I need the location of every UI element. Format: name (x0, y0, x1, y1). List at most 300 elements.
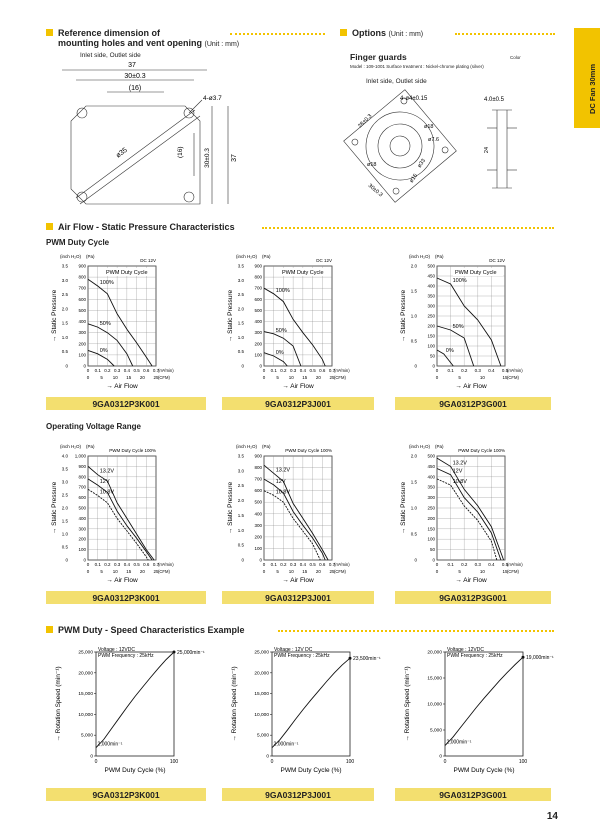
y-inch-tick-label: 1.0 (237, 527, 244, 533)
y-tick-label: 200 (427, 515, 435, 521)
mounting-unit: (Unit : mm) (204, 41, 240, 48)
y-tick-label: 300 (78, 526, 86, 532)
y-tick-label: 300 (254, 522, 262, 528)
page-number: 14 (546, 811, 558, 822)
dim-guard-holes: 4-ø4±0.15 (400, 96, 428, 102)
model-label-k: 9GA0312P3K001 (46, 788, 206, 801)
plot-frame (272, 652, 350, 756)
x-tick-label: 0.2 (280, 368, 287, 373)
y-tick-label: 400 (254, 319, 262, 325)
x-tick-label: 0 (262, 368, 266, 373)
x-tick-label: 0.4 (488, 562, 495, 567)
x-cfm-tick-label: 20 (139, 569, 145, 574)
y-tick-label: 500 (254, 499, 262, 505)
plot-frame (96, 652, 174, 756)
x-cfm-tick-label: 0 (435, 569, 439, 574)
finger-guard-drawing (342, 88, 542, 203)
y-inch-tick-label: 2.5 (61, 492, 68, 498)
plot-frame (264, 266, 332, 366)
y-tick-label: 0 (432, 363, 435, 369)
y-inch-tick-label: 2.5 (61, 292, 68, 298)
x-tick-label: 0 (443, 759, 447, 765)
series-label: 100% (99, 280, 114, 286)
x-tick-label: 0.3 (290, 562, 297, 567)
x-cfm-tick-label: 25 (329, 375, 335, 380)
dim-guard-d: ø18 (367, 162, 377, 168)
x-cfm-tick-label: 0 (86, 569, 90, 574)
y-inch-tick-label: 1.5 (410, 479, 417, 485)
x-cfm-tick-label: 15 (302, 375, 308, 380)
y-axis-label: → Static Pressure (227, 481, 234, 535)
y-inch-tick-label: 3.5 (61, 263, 68, 269)
y-tick-label: 150 (427, 526, 435, 532)
frequency-label: PWM Frequency : 25kHz (98, 653, 154, 659)
y-tick-label: 15,000 (254, 692, 269, 698)
y-tick-label: 500 (78, 505, 86, 511)
unit-m3-label: (m³/min) (158, 368, 174, 373)
y-axis-label: → Rotation Speed (min⁻¹) (231, 666, 238, 742)
y-tick-label: 100 (78, 547, 86, 553)
unit-pa-label: (Pa) (86, 444, 95, 449)
series-line-50 (88, 324, 133, 366)
speed-line (96, 652, 174, 748)
x-tick-label: 0.1 (447, 368, 454, 373)
series-label: 12V (275, 478, 286, 485)
x-tick-label: 0.5 (501, 368, 509, 373)
side-tab-label: DC Fan 30mm (588, 64, 597, 115)
max-point-marker (173, 651, 176, 654)
x-tick-label: 0.1 (447, 562, 454, 567)
unit-pa-label: (Pa) (86, 254, 95, 259)
y-tick-label: 900 (254, 263, 262, 269)
x-cfm-tick-label: 5 (100, 375, 103, 380)
y-tick-label: 600 (254, 488, 262, 494)
dim-guard-a: 28±0.3 (357, 113, 374, 130)
series-label: 13.2V (99, 468, 115, 475)
y-inch-tick-label: 2.0 (410, 263, 417, 269)
section-airflow-header (46, 222, 235, 232)
y-tick-label: 1,000 (74, 453, 86, 459)
series-label: 0% (99, 347, 108, 354)
unit-inch-label: (inch H₂O) (409, 444, 430, 449)
y-tick-label: 900 (78, 263, 86, 269)
x-tick-label: 0.5 (133, 368, 140, 373)
y-inch-tick-label: 1.5 (410, 288, 417, 294)
y-tick-label: 0 (259, 363, 262, 369)
x-tick-label: 0 (270, 759, 274, 765)
unit-m3-label: (m³/min) (334, 562, 350, 567)
unit-cfm-label: (CFM) (334, 375, 346, 380)
speed-title: PWM Duty - Speed Characteristics Example (58, 625, 245, 635)
unit-pa-label: (Pa) (262, 444, 271, 449)
section-marker-icon (46, 223, 53, 230)
y-inch-tick-label: 0.5 (237, 542, 244, 548)
y-tick-label: 50 (429, 547, 435, 553)
y-tick-label: 15,000 (427, 676, 442, 682)
duty-legend-label: PWM Duty Cycle (455, 270, 497, 276)
voltage-label: PWM Duty Cycle 100% (109, 448, 156, 453)
series-label: 10.8V (452, 479, 467, 486)
model-label-j: 9GA0312P3J001 (222, 788, 374, 801)
y-tick-label: 600 (78, 495, 86, 501)
x-cfm-tick-label: 10 (479, 569, 485, 574)
y-inch-tick-label: 2.0 (237, 498, 244, 504)
series-label: 13.2V (452, 460, 467, 467)
dim-hole: 4-ø3.7 (203, 95, 222, 102)
x-cfm-tick-label: 5 (276, 569, 279, 574)
y-tick-label: 400 (78, 515, 86, 521)
y-tick-label: 200 (427, 323, 435, 329)
x-cfm-tick-label: 0 (435, 375, 439, 380)
y-inch-tick-label: 0 (241, 557, 244, 563)
speed-line (445, 657, 523, 745)
x-tick-label: 0.4 (299, 368, 306, 373)
y-tick-label: 0 (259, 557, 262, 563)
y-tick-label: 20,000 (78, 671, 93, 677)
series-label: 50% (275, 327, 287, 334)
y-inch-tick-label: 2.0 (237, 306, 244, 312)
max-speed-label: 23,500min⁻¹ (353, 656, 381, 663)
x-cfm-tick-label: 25 (329, 569, 335, 574)
frequency-label: PWM Frequency : 25kHz (274, 653, 330, 659)
y-tick-label: 100 (427, 343, 435, 349)
y-tick-label: 800 (254, 465, 262, 471)
options-color: Color (510, 55, 521, 60)
y-tick-label: 700 (254, 476, 262, 482)
x-tick-label: 0.1 (270, 368, 277, 373)
x-tick-label: 0.4 (299, 562, 306, 567)
series-label: 50% (99, 321, 111, 328)
x-tick-label: 100 (518, 759, 528, 765)
voltage-airflow-charts (46, 440, 556, 588)
y-axis-label: → Static Pressure (400, 481, 407, 535)
plot-frame (88, 266, 156, 366)
series-label: 50% (452, 324, 464, 330)
y-tick-label: 0 (266, 754, 269, 760)
x-cfm-tick-label: 5 (276, 375, 279, 380)
y-inch-tick-label: 1.0 (410, 313, 417, 319)
dim-guard-c: ø7.6 (428, 137, 440, 143)
y-inch-tick-label: 1.5 (237, 320, 244, 326)
model-label-g: 9GA0312P3G001 (395, 397, 551, 410)
y-inch-tick-label: 0 (414, 363, 417, 369)
y-tick-label: 800 (78, 474, 86, 480)
y-tick-label: 25,000 (254, 650, 269, 656)
series-label: 13.2V (275, 467, 291, 474)
duty-legend-label: PWM Duty Cycle (282, 270, 324, 276)
x-axis-label: → Air Flow (282, 577, 314, 584)
min-speed-label: 2,000min⁻¹ (446, 739, 472, 746)
y-tick-label: 100 (254, 352, 262, 358)
series-label: 0% (275, 350, 284, 356)
model-label-j: 9GA0312P3J001 (222, 397, 374, 410)
unit-m3-label: (m³/min) (158, 562, 174, 567)
x-tick-label: 0.2 (461, 368, 468, 373)
y-tick-label: 0 (83, 557, 86, 563)
voltage-label: PWM Duty Cycle 100% (285, 448, 332, 453)
y-inch-tick-label: 4.0 (61, 453, 68, 459)
x-tick-label: 0.2 (104, 562, 111, 567)
y-inch-tick-label: 3.5 (237, 263, 244, 269)
y-inch-tick-label: 3.5 (237, 453, 244, 459)
y-axis-label: → Static Pressure (51, 289, 58, 343)
y-tick-label: 200 (254, 534, 262, 540)
y-tick-label: 10,000 (427, 702, 442, 708)
x-axis-label: → Air Flow (455, 577, 487, 584)
x-tick-label: 100 (345, 759, 355, 765)
x-cfm-tick-label: 5 (100, 569, 103, 574)
x-cfm-tick-label: 10 (112, 375, 118, 380)
y-tick-label: 5,000 (429, 728, 442, 734)
dim-diag: ø35 (114, 146, 129, 160)
dim-16: (16) (128, 85, 142, 92)
y-tick-label: 300 (254, 330, 262, 336)
y-tick-label: 100 (254, 545, 262, 551)
dim-guard-b: ø18 (424, 124, 434, 130)
x-cfm-tick-label: 10 (288, 375, 294, 380)
dim-v37: 37 (231, 154, 238, 162)
dim-guard-t: 4.0±0.5 (484, 97, 504, 103)
x-cfm-tick-label: 15 (302, 569, 308, 574)
unit-inch-label: (inch H₂O) (236, 444, 257, 449)
y-tick-label: 500 (254, 307, 262, 313)
y-inch-tick-label: 0 (414, 557, 417, 563)
y-inch-tick-label: 3.5 (61, 466, 68, 472)
operating-voltage-subtitle: Operating Voltage Range (46, 422, 141, 431)
options-item: Finger guards (350, 52, 407, 62)
section-marker-icon (46, 626, 53, 633)
series-label: 10.8V (99, 489, 115, 496)
x-axis-label: → Air Flow (106, 383, 138, 390)
y-inch-tick-label: 0.5 (237, 349, 244, 355)
series-label: 10.8V (275, 489, 291, 496)
series-line-100 (264, 288, 325, 366)
x-tick-label: 100 (169, 759, 179, 765)
x-tick-label: 0.7 (152, 368, 160, 373)
voltage-label: Voltage : 12V DC (274, 647, 313, 653)
x-tick-label: 0.6 (143, 368, 150, 373)
model-label-k: 9GA0312P3K001 (46, 591, 206, 604)
dim-30: 30±0.3 (124, 73, 146, 80)
x-cfm-tick-label: 5 (458, 375, 461, 380)
series-label: 100% (452, 278, 467, 284)
y-tick-label: 600 (254, 296, 262, 302)
y-inch-tick-label: 3.0 (237, 468, 244, 474)
y-inch-tick-label: 1.5 (237, 512, 244, 518)
series-label: 12V (99, 479, 110, 486)
duty-legend-label: PWM Duty Cycle (106, 270, 148, 276)
pwm-airflow-charts (46, 250, 556, 394)
y-tick-label: 800 (78, 274, 86, 280)
y-tick-label: 10,000 (254, 712, 269, 718)
x-tick-label: 0 (86, 562, 90, 567)
voltage-label: Voltage : 12VDC (98, 647, 135, 653)
x-tick-label: 0.7 (328, 562, 336, 567)
y-inch-tick-label: 3.0 (61, 479, 68, 485)
y-tick-label: 400 (427, 283, 435, 289)
y-tick-label: 250 (427, 313, 435, 319)
x-tick-label: 0.3 (290, 368, 297, 373)
y-axis-label: → Rotation Speed (min⁻¹) (404, 666, 411, 742)
unit-pa-label: (Pa) (435, 444, 444, 449)
x-tick-label: 0.4 (123, 368, 130, 373)
y-tick-label: 150 (427, 333, 435, 339)
airflow-title: Air Flow - Static Pressure Characteristics (58, 222, 235, 232)
x-tick-label: 0 (262, 562, 266, 567)
options-view-label: Inlet side, Outlet side (366, 78, 427, 85)
frequency-label: PWM Frequency : 25kHz (447, 653, 503, 659)
y-tick-label: 300 (78, 330, 86, 336)
x-tick-label: 0.5 (309, 562, 316, 567)
y-inch-tick-label: 0.5 (410, 338, 417, 344)
y-tick-label: 900 (78, 463, 86, 469)
series-line-108V (437, 479, 497, 560)
x-tick-label: 0.1 (270, 562, 277, 567)
y-tick-label: 5,000 (80, 733, 93, 739)
y-axis-label: → Rotation Speed (min⁻¹) (55, 666, 62, 742)
x-axis-label: → Air Flow (455, 383, 487, 390)
y-inch-tick-label: 0 (241, 363, 244, 369)
x-tick-label: 0 (94, 759, 98, 765)
x-tick-label: 0.4 (488, 368, 495, 373)
max-speed-label: 25,000min⁻¹ (177, 650, 205, 656)
x-tick-label: 0.5 (309, 368, 316, 373)
x-cfm-tick-label: 0 (262, 375, 266, 380)
section-marker-icon (46, 29, 53, 36)
section-rule (230, 33, 325, 35)
series-label: 100% (275, 287, 290, 294)
unit-cfm-label: (CFM) (507, 569, 519, 574)
x-tick-label: 0.1 (94, 562, 101, 567)
y-tick-label: 5,000 (256, 733, 269, 739)
unit-inch-label: (inch H₂O) (409, 254, 430, 259)
dim-guard-e: 30±0.3 (366, 182, 384, 199)
y-tick-label: 400 (427, 474, 435, 480)
y-inch-tick-label: 1.0 (61, 334, 68, 340)
x-tick-label: 0 (435, 562, 439, 567)
y-tick-label: 900 (254, 453, 262, 459)
x-axis-label: PWM Duty Cycle (%) (280, 767, 342, 774)
options-unit: (Unit : mm) (388, 31, 424, 38)
y-tick-label: 200 (78, 536, 86, 542)
y-tick-label: 600 (78, 296, 86, 302)
section-rule (278, 630, 554, 632)
y-inch-tick-label: 1.0 (237, 334, 244, 340)
x-tick-label: 0.2 (280, 562, 287, 567)
x-tick-label: 0.2 (104, 368, 111, 373)
unit-m3-label: (m³/min) (507, 562, 523, 567)
x-cfm-tick-label: 15 (126, 569, 132, 574)
x-axis-label: PWM Duty Cycle (%) (453, 767, 515, 774)
x-cfm-tick-label: 0 (86, 375, 90, 380)
min-speed-label: 2,000min⁻¹ (97, 741, 123, 748)
y-tick-label: 20,000 (254, 671, 269, 677)
y-inch-tick-label: 2.5 (237, 483, 244, 489)
y-tick-label: 400 (254, 511, 262, 517)
unit-m3-label: (m³/min) (507, 368, 523, 373)
model-label-k: 9GA0312P3K001 (46, 397, 206, 410)
voltage-label: DC 12V (316, 258, 332, 263)
section-mounting-header (46, 28, 239, 48)
y-tick-label: 300 (427, 495, 435, 501)
y-inch-tick-label: 0.5 (61, 544, 68, 550)
max-speed-label: 19,000min⁻¹ (526, 655, 554, 662)
x-tick-label: 0 (435, 368, 439, 373)
dim-v30: 30±0.3 (204, 148, 211, 168)
y-tick-label: 0 (432, 557, 435, 563)
section-options-header (340, 28, 423, 38)
y-tick-label: 450 (427, 463, 435, 469)
y-inch-tick-label: 0 (65, 557, 68, 563)
x-tick-label: 0.7 (152, 562, 160, 567)
series-label: 0% (445, 348, 454, 354)
section-speed-header (46, 625, 245, 635)
unit-pa-label: (Pa) (262, 254, 271, 259)
y-tick-label: 20,000 (427, 650, 442, 656)
y-axis-label: → Static Pressure (51, 481, 58, 535)
y-tick-label: 0 (83, 363, 86, 369)
x-tick-label: 0 (86, 368, 90, 373)
dim-v16: (16) (177, 146, 184, 158)
mounting-title: Reference dimension of (58, 28, 161, 38)
dim-guard-h: 24 (484, 146, 490, 154)
y-tick-label: 100 (78, 352, 86, 358)
series-line-132V (88, 466, 154, 560)
x-tick-label: 0.3 (114, 562, 121, 567)
y-inch-tick-label: 0.5 (410, 531, 417, 537)
y-inch-tick-label: 2.5 (237, 292, 244, 298)
dim-guard-f: ø33 (416, 157, 428, 170)
x-tick-label: 0.2 (461, 562, 468, 567)
x-tick-label: 0.3 (114, 368, 121, 373)
x-cfm-tick-label: 10 (112, 569, 118, 574)
x-cfm-tick-label: 0 (262, 569, 266, 574)
y-tick-label: 200 (254, 341, 262, 347)
model-label-g: 9GA0312P3G001 (395, 788, 551, 801)
unit-pa-label: (Pa) (435, 254, 444, 259)
y-inch-tick-label: 3.0 (237, 277, 244, 283)
x-cfm-tick-label: 25 (153, 569, 159, 574)
x-tick-label: 0.6 (143, 562, 150, 567)
voltage-label: PWM Duty Cycle 100% (458, 448, 505, 453)
x-cfm-tick-label: 20 (139, 375, 145, 380)
x-axis-label: → Air Flow (106, 577, 138, 584)
x-tick-label: 0.3 (474, 562, 481, 567)
model-label-g: 9GA0312P3G001 (395, 591, 551, 604)
y-axis-label: → Static Pressure (227, 289, 234, 343)
x-axis-label: → Air Flow (282, 383, 314, 390)
mounting-title2: mounting holes and vent opening (58, 38, 202, 48)
y-axis-label: → Static Pressure (400, 289, 407, 343)
y-inch-tick-label: 2.0 (61, 505, 68, 511)
y-tick-label: 200 (78, 341, 86, 347)
y-tick-label: 100 (427, 536, 435, 542)
section-marker-icon (340, 29, 347, 36)
y-tick-label: 50 (429, 353, 435, 359)
y-tick-label: 350 (427, 293, 435, 299)
y-inch-tick-label: 2.0 (410, 453, 417, 459)
x-cfm-tick-label: 15 (502, 375, 508, 380)
y-tick-label: 500 (427, 453, 435, 459)
x-tick-label: 0.6 (319, 368, 326, 373)
y-tick-label: 400 (78, 319, 86, 325)
x-cfm-tick-label: 5 (458, 569, 461, 574)
unit-inch-label: (inch H₂O) (60, 254, 81, 259)
x-tick-label: 0.7 (328, 368, 336, 373)
voltage-label: DC 12V (489, 258, 505, 263)
y-tick-label: 700 (78, 484, 86, 490)
x-cfm-tick-label: 10 (479, 375, 485, 380)
